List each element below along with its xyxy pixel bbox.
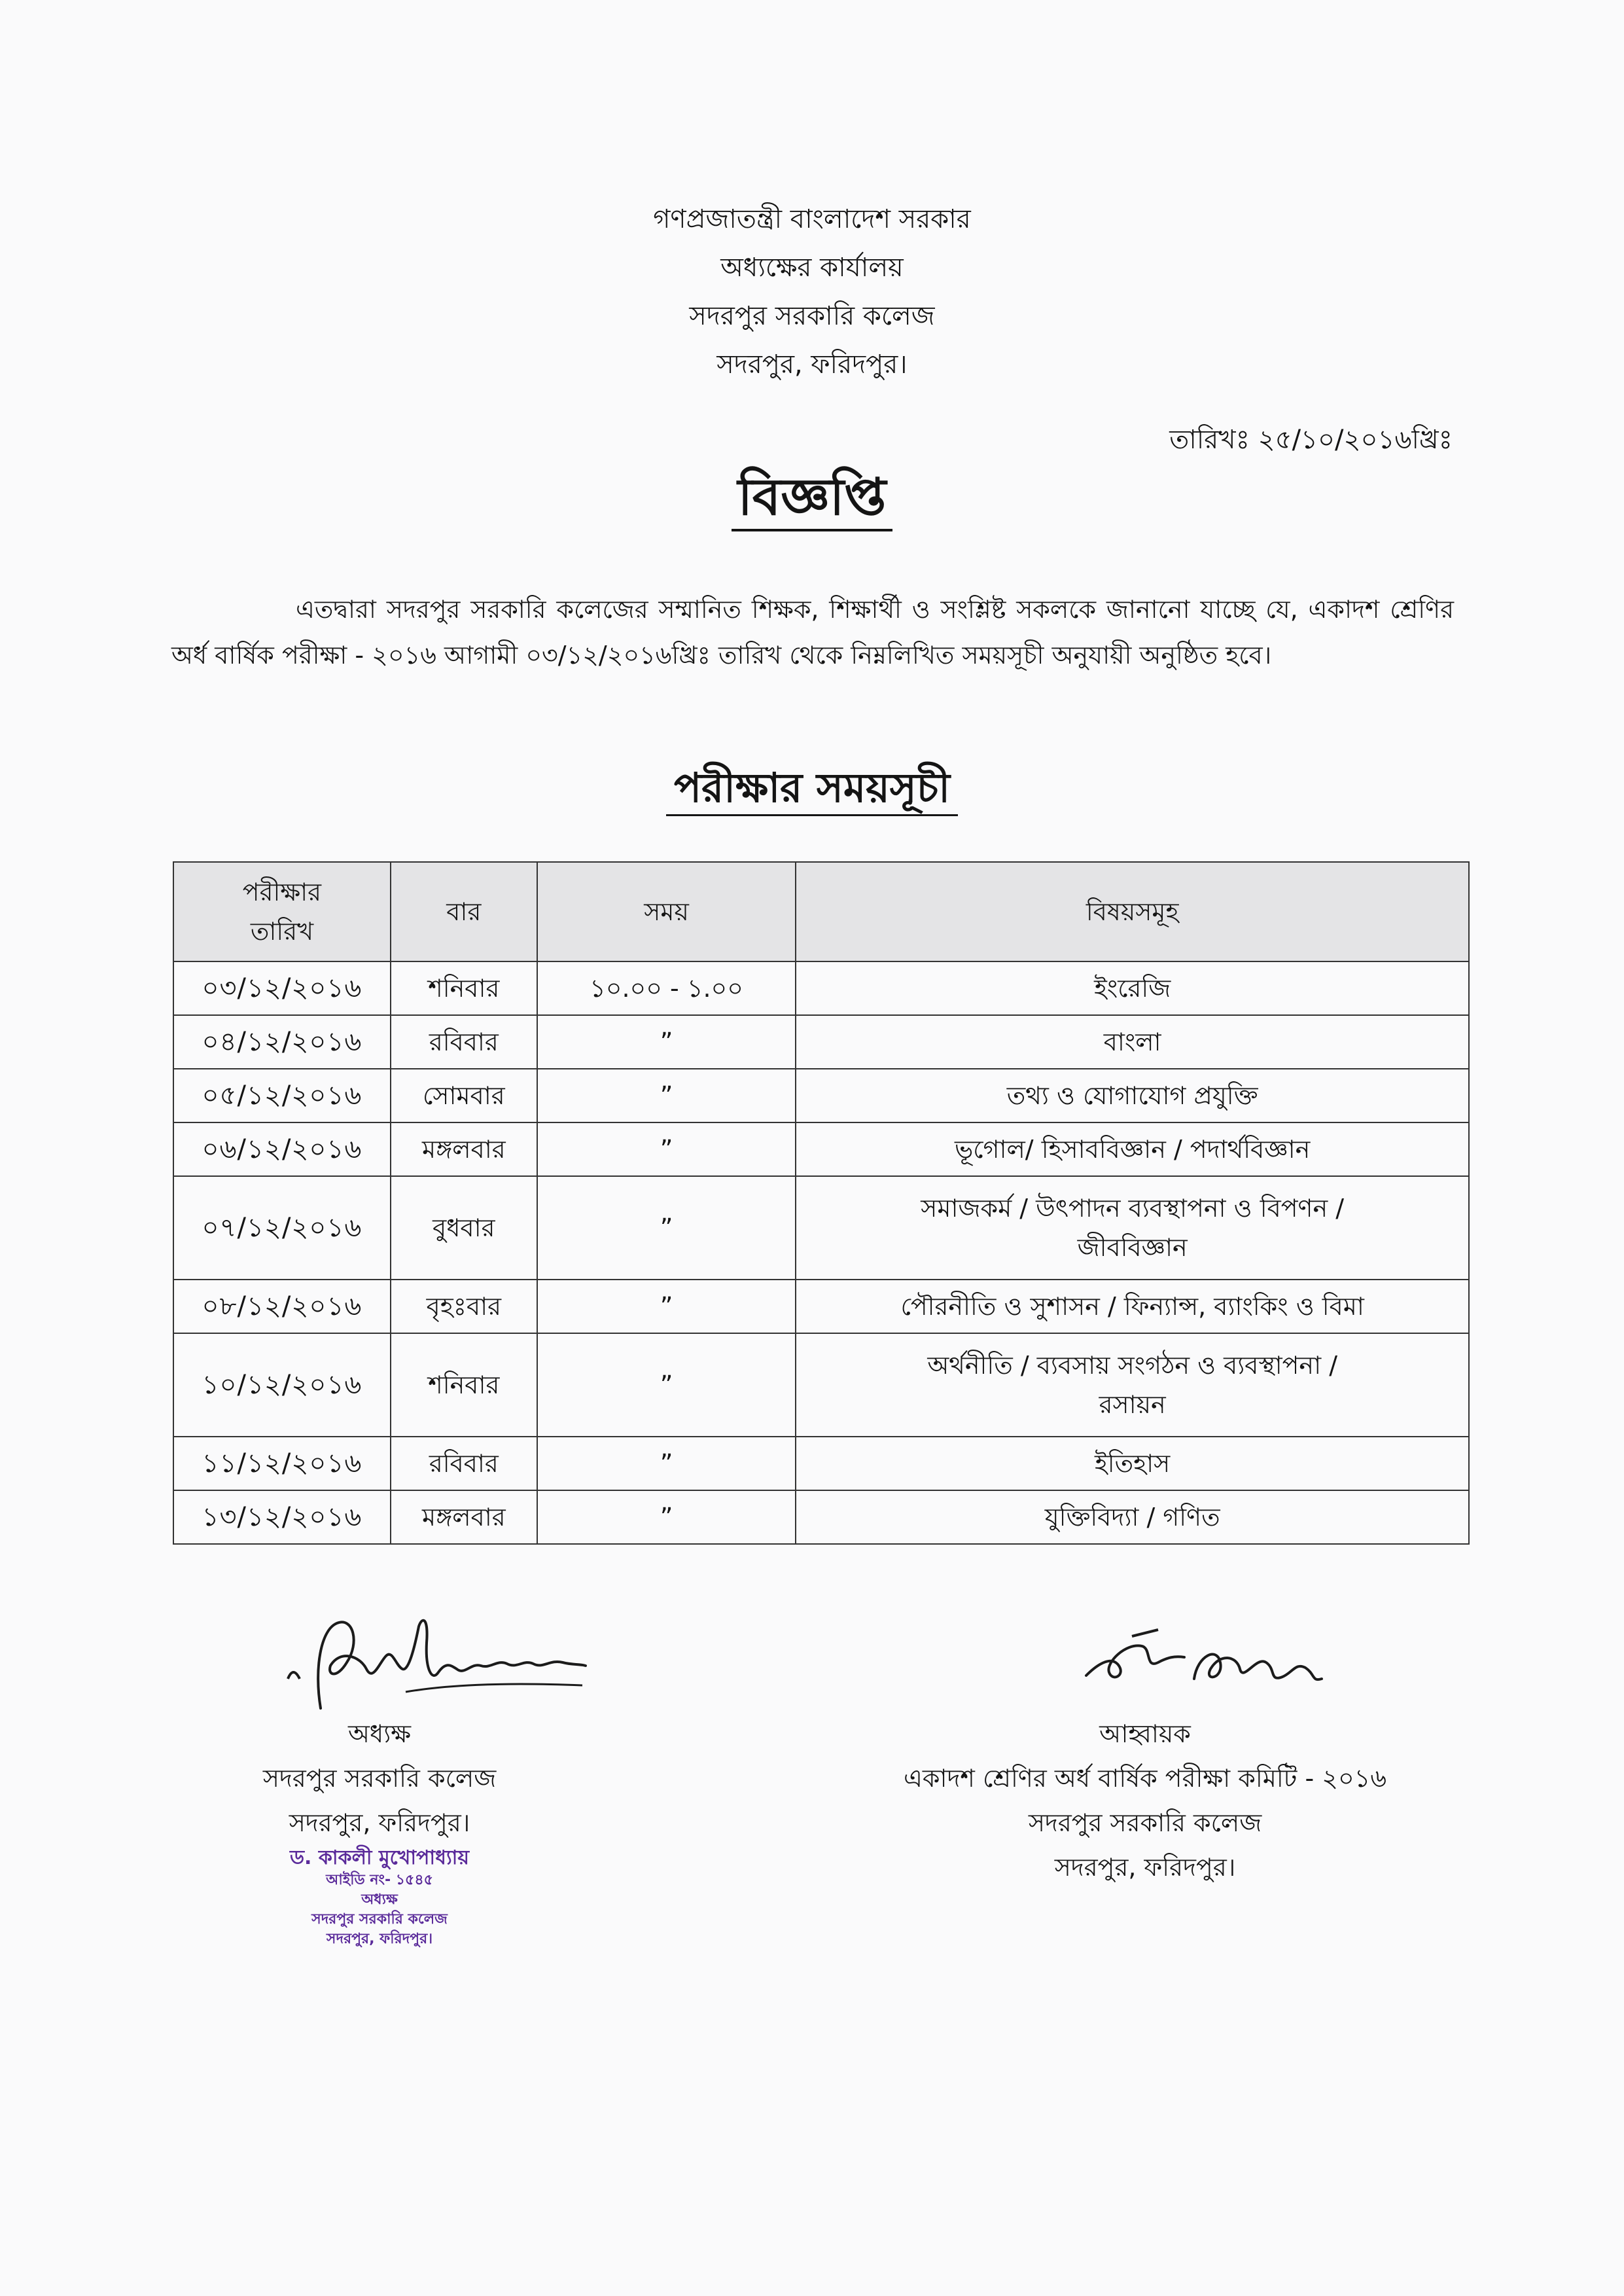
cell-date: ০৩/১২/২০১৬ xyxy=(173,961,391,1015)
stamp-location: সদরপুর, ফরিদপুর। xyxy=(326,1931,433,1947)
cell-subject xyxy=(796,1333,1469,1437)
schedule-title: পরীক্ষার সময়সূচী xyxy=(666,766,958,816)
header-date xyxy=(173,862,391,961)
office-header xyxy=(0,195,1624,389)
cell-date: ১৩/১২/২০১৬ xyxy=(173,1490,391,1544)
header-day: বার xyxy=(391,862,537,961)
cell-time: ” xyxy=(537,1280,796,1333)
exam-schedule-table xyxy=(173,861,1470,1545)
schedule-title-wrap xyxy=(0,766,1624,816)
cell-day: শনিবার xyxy=(391,1333,537,1437)
stamp-id: আইডি নং- ১৫৪৫ xyxy=(326,1872,433,1888)
header-government: গণপ্রজাতন্ত্রী বাংলাদেশ সরকার xyxy=(653,204,971,234)
table-row xyxy=(173,1437,1469,1490)
convener-signature xyxy=(1080,1617,1341,1702)
table-header-row xyxy=(173,862,1469,961)
principal-location: সদরপুর, ফরিদপুর। xyxy=(289,1808,470,1837)
cell-day: মঙ্গলবার xyxy=(391,1122,537,1176)
cell-time: ” xyxy=(537,1333,796,1437)
header-office: অধ্যক্ষের কার্যালয় xyxy=(720,253,904,283)
cell-subject-line2: রসায়ন xyxy=(1099,1390,1166,1419)
cell-subject xyxy=(796,1176,1469,1280)
cell-date: ০৭/১২/২০১৬ xyxy=(173,1176,391,1280)
cell-time: ” xyxy=(537,1437,796,1490)
cell-subject: যুক্তিবিদ্যা / গণিত xyxy=(796,1490,1469,1544)
cell-day: সোমবার xyxy=(391,1069,537,1122)
cell-date: ১০/১২/২০১৬ xyxy=(173,1333,391,1437)
cell-day: রবিবার xyxy=(391,1015,537,1069)
cell-subject: তথ্য ও যোগাযোগ প্রযুক্তি xyxy=(796,1069,1469,1122)
cell-date: ০৪/১২/২০১৬ xyxy=(173,1015,391,1069)
header-college: সদরপুর সরকারি কলেজ xyxy=(689,301,935,331)
cell-time: ” xyxy=(537,1015,796,1069)
cell-time: ” xyxy=(537,1069,796,1122)
cell-subject-line1: সমাজকর্ম / উৎপাদন ব্যবস্থাপনা ও বিপণন / xyxy=(921,1194,1345,1223)
table-row xyxy=(173,1069,1469,1122)
cell-time: ” xyxy=(537,1176,796,1280)
convener-block xyxy=(798,1712,1492,1890)
cell-date: ১১/১২/২০১৬ xyxy=(173,1437,391,1490)
stamp-name: ড. কাকলী মুখোপাধ্যায় xyxy=(289,1846,470,1869)
notice-title: বিজ্ঞপ্তি xyxy=(732,471,893,531)
cell-day: বৃহঃবার xyxy=(391,1280,537,1333)
table-row xyxy=(173,1122,1469,1176)
convener-college: সদরপুর সরকারি কলেজ xyxy=(1028,1808,1262,1837)
cell-day: বুধবার xyxy=(391,1176,537,1280)
convener-title: আহ্বায়ক xyxy=(1099,1719,1191,1748)
cell-day: শনিবার xyxy=(391,961,537,1015)
table-row xyxy=(173,1176,1469,1280)
header-date-line1: পরীক্ষার xyxy=(242,878,322,906)
cell-day: মঙ্গলবার xyxy=(391,1490,537,1544)
cell-time: ” xyxy=(537,1490,796,1544)
cell-subject: ভূগোল/ হিসাববিজ্ঞান / পদার্থবিজ্ঞান xyxy=(796,1122,1469,1176)
principal-stamp xyxy=(216,1846,543,1949)
cell-subject: ইতিহাস xyxy=(796,1437,1469,1490)
notice-body: এতদ্বারা সদরপুর সরকারি কলেজের সম্মানিত শিক্ষক, শিক্ষার্থী ও সংশ্লিষ্ট সকলকে জানানো যাচ্ছে যে, একাদশ শ্রেণির অর্ধ বার্ষিক পরীক্ষা - ২০১৬ আগামী ০৩/১২/২০১৬খ্রিঃ তারিখ থেকে নিম্নলিখিত সময়সূচী অনুযায়ী অনুষ্ঠিত হবে। xyxy=(171,595,1454,670)
cell-date: ০৬/১২/২০১৬ xyxy=(173,1122,391,1176)
cell-subject-line2: জীববিজ্ঞান xyxy=(1077,1233,1188,1262)
table-row xyxy=(173,1490,1469,1544)
header-time: সময় xyxy=(537,862,796,961)
cell-time: ১০.০০ - ১.০০ xyxy=(537,961,796,1015)
cell-subject-line1: অর্থনীতি / ব্যবসায় সংগঠন ও ব্যবস্থাপনা / xyxy=(927,1351,1337,1380)
cell-subject: ইংরেজি xyxy=(796,961,1469,1015)
notice-date: তারিখঃ ২৫/১০/২০১৬খ্রিঃ xyxy=(1169,425,1453,455)
table-row xyxy=(173,961,1469,1015)
convener-committee: একাদশ শ্রেণির অর্ধ বার্ষিক পরীক্ষা কমিটি - ২০১৬ xyxy=(903,1764,1387,1793)
header-subjects: বিষয়সমূহ xyxy=(796,862,1469,961)
stamp-college: সদরপুর সরকারি কলেজ xyxy=(311,1911,448,1928)
cell-day: রবিবার xyxy=(391,1437,537,1490)
cell-time: ” xyxy=(537,1122,796,1176)
notice-title-wrap xyxy=(0,468,1624,531)
cell-subject: পৌরনীতি ও সুশাসন / ফিন্যান্স, ব্যাংকিং ও বিমা xyxy=(796,1280,1469,1333)
principal-college: সদরপুর সরকারি কলেজ xyxy=(262,1764,497,1793)
table-row xyxy=(173,1280,1469,1333)
principal-title: অধ্যক্ষ xyxy=(347,1719,411,1748)
table-row xyxy=(173,1333,1469,1437)
table-row xyxy=(173,1015,1469,1069)
principal-signature xyxy=(275,1604,615,1728)
stamp-title: অধ্যক্ষ xyxy=(361,1892,398,1908)
cell-subject: বাংলা xyxy=(796,1015,1469,1069)
cell-date: ০৫/১২/২০১৬ xyxy=(173,1069,391,1122)
convener-location: সদরপুর, ফরিদপুর। xyxy=(1054,1853,1236,1882)
header-date-line2: তারিখ xyxy=(250,917,314,946)
cell-date: ০৮/১২/২০১৬ xyxy=(173,1280,391,1333)
header-location: সদরপুর, ফরিদপুর। xyxy=(716,350,908,380)
principal-block xyxy=(196,1712,563,1845)
